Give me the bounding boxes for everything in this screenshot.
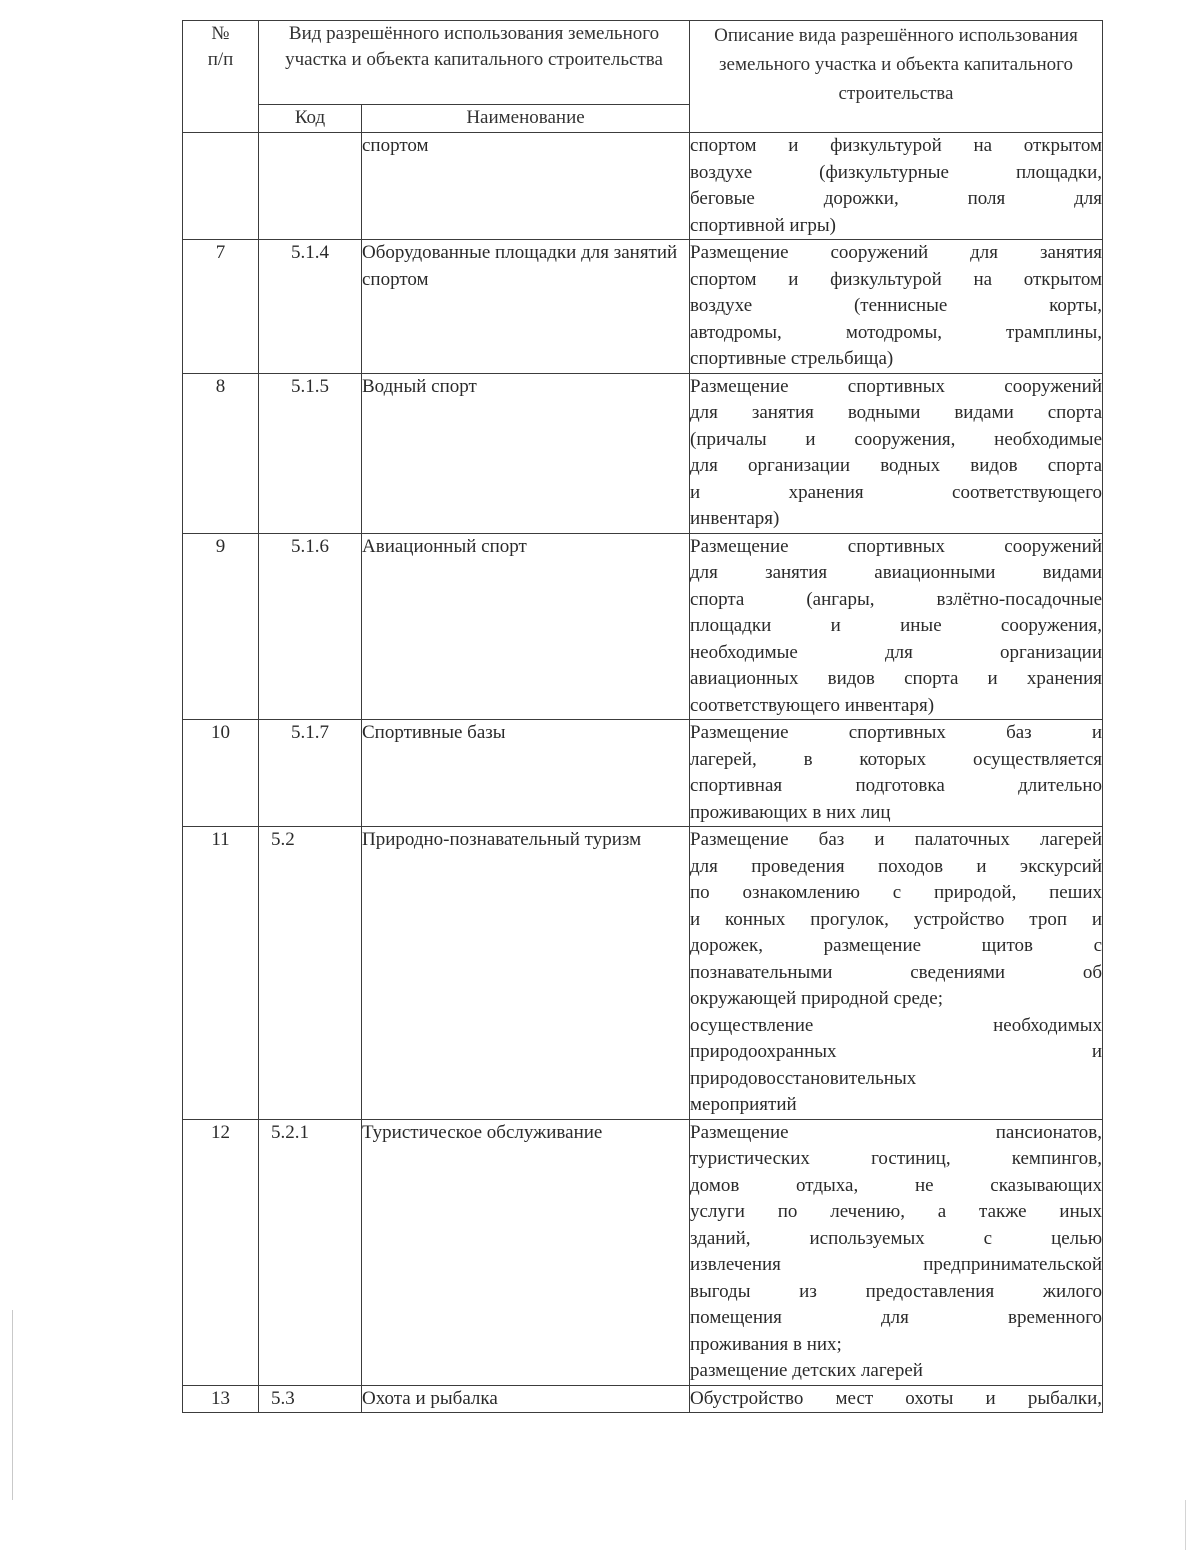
description-line: спортом и физкультурой на открытом <box>690 268 1103 290</box>
row-code: 5.2.1 <box>259 1119 362 1385</box>
description-line: спортивной игры) <box>690 214 836 236</box>
description-line: Размещение баз и палаточных лагерей <box>690 829 1103 850</box>
scan-edge-left <box>12 1310 13 1500</box>
description-line: инвентаря) <box>690 508 780 529</box>
header-code-text: Код <box>294 107 326 128</box>
header-description <box>690 21 1103 133</box>
row-code: 5.1.5 <box>259 373 362 533</box>
description-line: авиационных видов спорта и хранения <box>690 668 1103 689</box>
table-row <box>183 720 1103 827</box>
row-description <box>690 533 1103 720</box>
header-kind <box>259 21 690 105</box>
description-line: размещение детских лагерей <box>690 1360 923 1381</box>
table-row <box>183 1385 1103 1413</box>
description-line: извлечения предпринимательской <box>690 1254 1103 1275</box>
row-code: 5.1.4 <box>259 240 362 374</box>
description-line: воздухе (физкультурные площадки, <box>690 161 1103 183</box>
table-row <box>183 533 1103 720</box>
description-line: Обустройство мест охоты и рыбалки, <box>690 1387 1103 1409</box>
row-number: 12 <box>183 1119 259 1385</box>
description-line: зданий, используемых с целью <box>690 1227 1103 1249</box>
row-number: 11 <box>183 827 259 1120</box>
row-code <box>259 133 362 240</box>
description-line: помещения для временного <box>690 1307 1103 1328</box>
description-line: Размещение спортивных сооружений <box>690 375 1103 397</box>
row-number <box>183 133 259 240</box>
description-line: осуществление необходимых <box>690 1014 1103 1036</box>
table-row <box>183 1119 1103 1385</box>
header-name-text: Наименование <box>466 107 585 128</box>
table-header <box>183 21 1103 133</box>
row-name: Туристическое обслуживание <box>362 1119 690 1385</box>
header-name <box>362 105 690 133</box>
description-line: спортивная подготовка длительно <box>690 775 1103 796</box>
description-line: мероприятий <box>690 1094 797 1115</box>
row-description <box>690 373 1103 533</box>
description-line: спортивные стрельбища) <box>690 348 894 369</box>
table-row <box>183 133 1103 240</box>
header-number-text: № п/п <box>207 23 234 70</box>
row-description <box>690 133 1103 240</box>
row-number: 9 <box>183 533 259 720</box>
row-name: Охота и рыбалка <box>362 1385 690 1413</box>
row-code: 5.1.6 <box>259 533 362 720</box>
description-line: площадки и иные сооружения, <box>690 615 1103 636</box>
land-use-table <box>182 20 1103 1413</box>
description-line: для организации водных видов спорта <box>690 455 1103 476</box>
scan-edge-right <box>1185 1500 1186 1550</box>
table-row <box>183 827 1103 1120</box>
description-line: лагерей, в которых осуществляется <box>690 748 1103 770</box>
description-line: Размещение сооружений для занятия <box>690 242 1103 263</box>
row-description <box>690 827 1103 1120</box>
row-description <box>690 720 1103 827</box>
row-description <box>690 1119 1103 1385</box>
row-number: 7 <box>183 240 259 374</box>
row-name: Авиационный спорт <box>362 533 690 720</box>
description-line: домов отдыха, не сказывающих <box>690 1174 1103 1196</box>
row-name: спортом <box>362 133 690 240</box>
description-line: выгоды из предоставления жилого <box>690 1280 1103 1302</box>
row-name: Водный спорт <box>362 373 690 533</box>
header-description-text: Описание вида разрешённого использования земельного участка и объекта капитального строительства <box>714 25 1078 104</box>
description-line: соответствующего инвентаря) <box>690 694 935 716</box>
description-line: спорта (ангары, взлётно-посадочные <box>690 588 1103 610</box>
header-code <box>259 105 362 133</box>
row-code: 5.1.7 <box>259 720 362 827</box>
description-line: для занятия водными видами спорта <box>690 402 1103 423</box>
row-description <box>690 1385 1103 1413</box>
description-line: Размещение спортивных баз и <box>690 722 1103 743</box>
description-line: спортом и физкультурой на открытом <box>690 135 1103 156</box>
description-line: проживания в них; <box>690 1333 842 1355</box>
description-line: услуги по лечению, а также иных <box>690 1201 1103 1222</box>
description-line: необходимые для организации <box>690 641 1103 663</box>
description-line: и хранения соответствующего <box>690 481 1103 503</box>
header-number <box>183 21 259 133</box>
description-line: для занятия авиационными видами <box>690 562 1103 583</box>
table-row <box>183 240 1103 374</box>
description-line: познавательными сведениями об <box>690 961 1103 983</box>
description-line: туристических гостиниц, кемпингов, <box>690 1148 1103 1169</box>
description-line: автодромы, мотодромы, трамплины, <box>690 321 1103 343</box>
row-description <box>690 240 1103 374</box>
description-line: Размещение пансионатов, <box>690 1121 1103 1143</box>
description-line: окружающей природной среде; <box>690 988 944 1009</box>
row-name: Оборудованные площадки для занятий спортом <box>362 240 690 374</box>
header-kind-text: Вид разрешённого использования земельного участка и объекта капитального строительства <box>285 23 663 70</box>
description-line: природовосстановительных <box>690 1067 917 1089</box>
row-number: 10 <box>183 720 259 827</box>
description-line: (причалы и сооружения, необходимые <box>690 428 1103 450</box>
description-line: проживающих в них лиц <box>690 801 891 823</box>
description-line: и конных прогулок, устройство троп и <box>690 908 1103 930</box>
row-name: Природно-познавательный туризм <box>362 827 690 1120</box>
row-number: 13 <box>183 1385 259 1413</box>
row-name: Спортивные базы <box>362 720 690 827</box>
description-line: Размещение спортивных сооружений <box>690 535 1103 557</box>
row-code: 5.2 <box>259 827 362 1120</box>
row-code: 5.3 <box>259 1385 362 1413</box>
row-number: 8 <box>183 373 259 533</box>
table-row <box>183 373 1103 533</box>
description-line: воздухе (теннисные корты, <box>690 295 1103 316</box>
description-line: дорожек, размещение щитов с <box>690 935 1103 956</box>
table-body <box>183 133 1103 1413</box>
description-line: для проведения походов и экскурсий <box>690 855 1103 877</box>
description-line: природоохранных и <box>690 1041 1103 1062</box>
description-line: беговые дорожки, поля для <box>690 188 1103 209</box>
description-line: по ознакомлению с природой, пеших <box>690 882 1103 903</box>
